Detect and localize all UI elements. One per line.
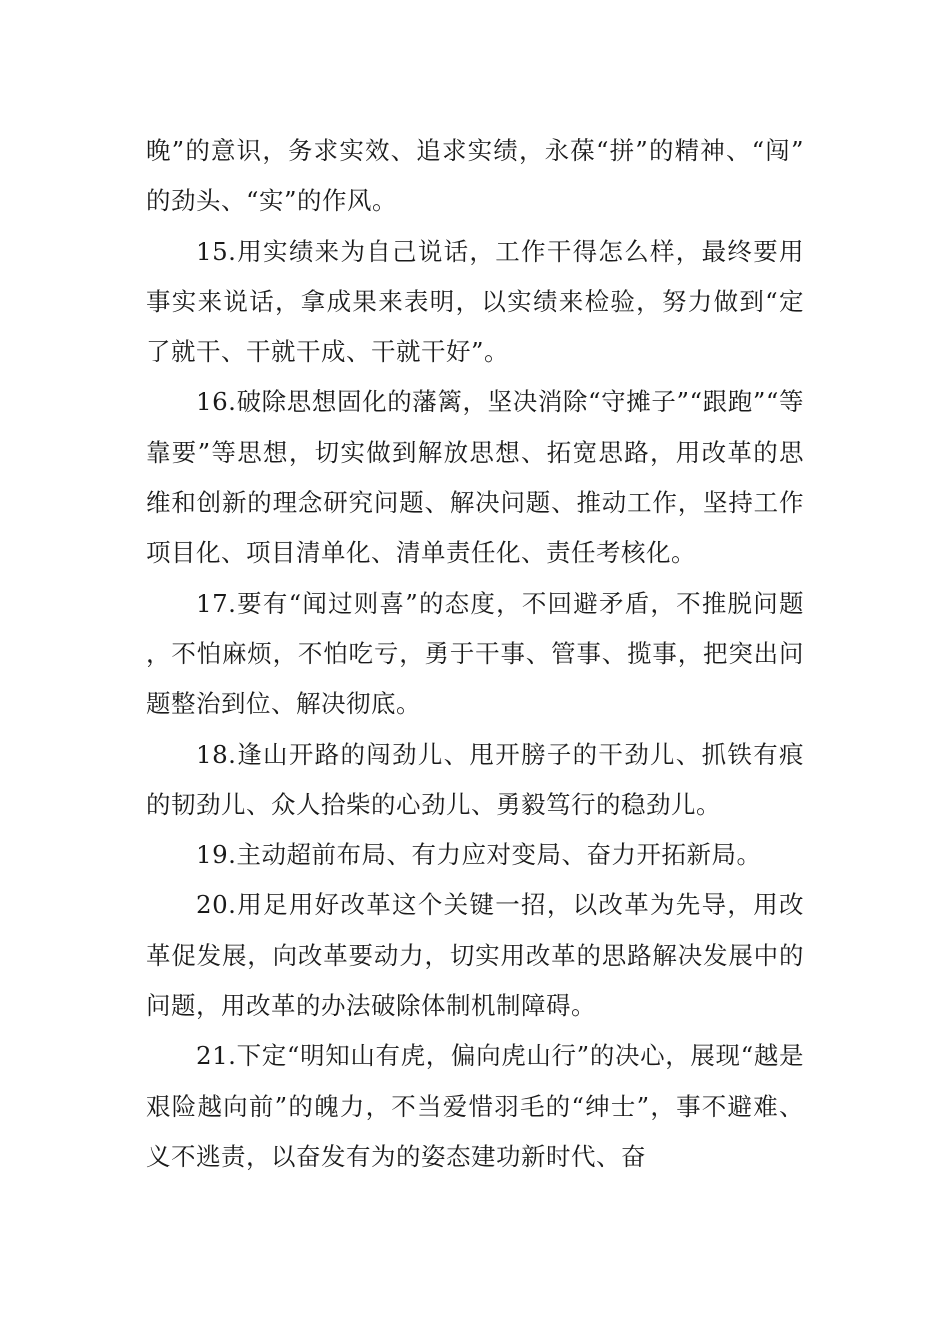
paragraph-item-19: 19.主动超前布局、有力应对变局、奋力开拓新局。 xyxy=(196,840,762,870)
document-page xyxy=(146,126,804,1182)
paragraph-item-16: 16.破除思想固化的藩篱，坚决消除“守摊子”“跟跑”“等靠要”等思想，切实做到解放思想、拓宽思路，用改革的思维和创新的理念研究问题、解决问题、推动工作，坚持工作项目化、项目清单化、清单责任化、责任考核化。 xyxy=(146,387,804,568)
paragraph-continuation: 晚”的意识，务求实效、追求实绩，永葆“拼”的精神、“闯”的劲头、“实”的作风。 xyxy=(146,136,804,216)
paragraph-item-18: 18.逢山开路的闯劲儿、甩开膀子的干劲儿、抓铁有痕的韧劲儿、众人拾柴的心劲儿、勇毅笃行的稳劲儿。 xyxy=(146,739,804,819)
paragraph-item-15: 15.用实绩来为自己说话，工作干得怎么样，最终要用事实来说话，拿成果来表明，以实绩来检验，努力做到“定了就干、干就干成、干就干好”。 xyxy=(146,236,804,367)
paragraph-item-17: 17.要有“闻过则喜”的态度，不回避矛盾，不推脱问题，不怕麻烦，不怕吃亏，勇于干事、管事、揽事，把突出问题整治到位、解决彻底。 xyxy=(146,588,804,719)
paragraph-item-21: 21.下定“明知山有虎，偏向虎山行”的决心，展现“越是艰险越向前”的魄力，不当爱惜羽毛的“绅士”，事不避难、义不逃责，以奋发有为的姿态建功新时代、奋 xyxy=(146,1041,804,1171)
paragraph-item-20: 20.用足用好改革这个关键一招，以改革为先导，用改革促发展，向改革要动力，切实用改革的思路解决发展中的问题，用改革的办法破除体制机制障碍。 xyxy=(146,890,804,1021)
